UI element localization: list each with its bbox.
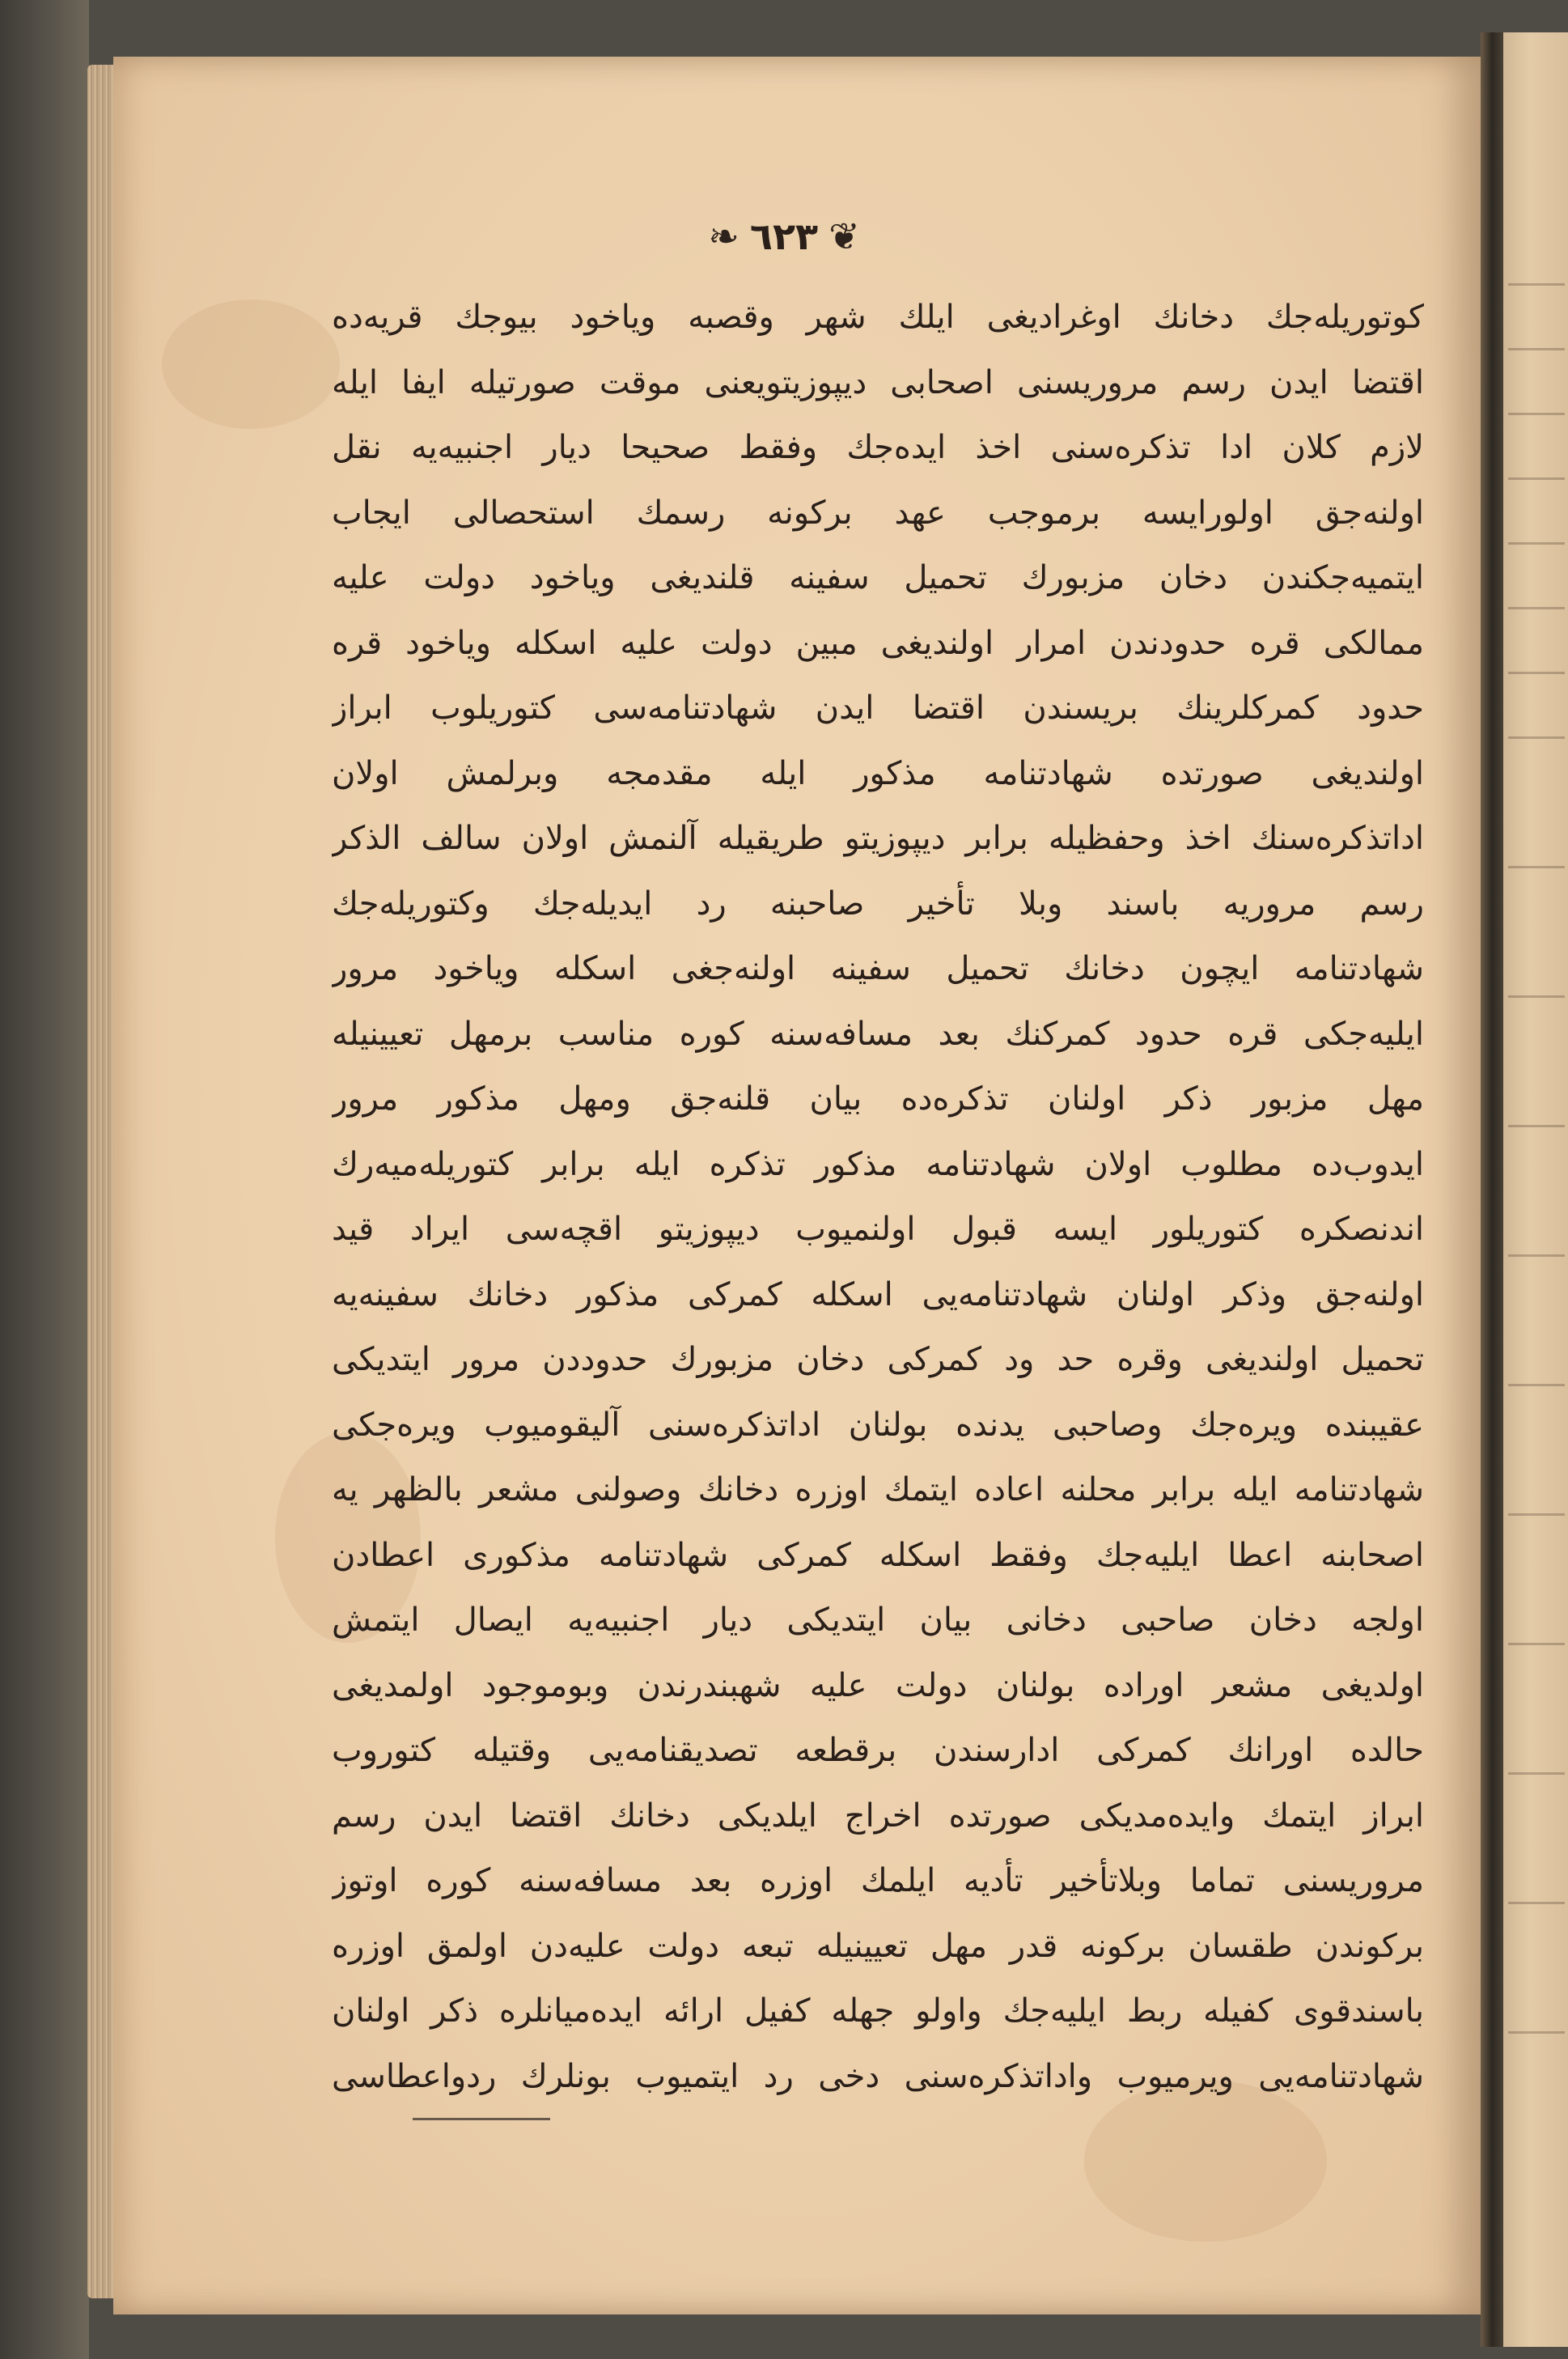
text-fragment [1508,842,1565,868]
text-fragment [1508,259,1565,286]
ornament-left-icon: ❧ [708,214,740,258]
paper-stain [162,299,340,429]
text-line: اولجه دخان صاحبى دخانى بيان ايتديكى ديار اجنبيه‌يه ايصال ايتمش [332,1602,1424,1639]
text-fragment [1508,583,1565,609]
text-line: اندنصكره كتوريلور ايسه قبول اولنميوب ديپوزيتو اقچه‌سى ايراد قيد [332,1211,1424,1248]
text-line: اقتضا ايدن رسم مروريسنى اصحابى ديپوزيتويعنى موقت صورتيله ايفا ايله [332,363,1424,401]
text-line: اولديغى مشعر اوراده بولنان دولت عليه شهبندرندن وبوموجود اولمديغى [332,1666,1424,1704]
text-line: تحميل اولنديغى وقره حد ود كمركى دخان مزبورك حدوددن مرور ايتديكى [332,1341,1424,1378]
text-line: حدود كمركلرينك بريسندن اقتضا ايدن شهادتنامه‌سى كتوريلوب ابراز [332,689,1424,727]
text-fragment [1508,1360,1565,1386]
text-fragment [1508,971,1565,998]
text-line: مروريسنى تماما وبلاتأخير تأديه ايلمك اوزره بعد مسافه‌سنه كوره اوتوز [332,1862,1424,1899]
text-line: عقيبنده ويره‌جك وصاحبى يدنده بولنان اداتذكره‌سنى آليقوميوب ويره‌جكى [332,1406,1424,1444]
text-line: لازم كلان ادا تذكره‌سنى اخذ ايده‌جك وفقط صحيحا ديار اجنبيه‌يه نقل [332,429,1424,466]
text-fragment [1508,1101,1565,1127]
text-fragment [1508,324,1565,350]
text-fragment [1508,518,1565,545]
text-fragment [1508,388,1565,415]
text-fragment [1508,1877,1565,1904]
text-line: شهادتنامه ايله برابر محلنه اعاده ايتمك اوزره دخانك وصولنى مشعر بالظهر يه [332,1471,1424,1508]
text-line: شهادتنامه‌يى ويرميوب واداتذكره‌سنى دخى رد ايتميوب بونلرك ردواعطاسى [332,2057,1424,2095]
text-line: ايليه‌جكى قره حدود كمركنك بعد مسافه‌سنه كوره مناسب برمهل تعيينيله [332,1015,1424,1053]
book-gutter [1481,32,1503,2347]
page-number: ٦٢٣ [749,214,819,258]
scan-background-left [0,0,89,2359]
body-text [332,285,1424,2109]
text-line: اولنديغى صورتده شهادتنامه مذكور ايله مقدمجه وبرلمش اولان [332,754,1424,792]
text-line: اصحابنه اعطا ايليه‌جك وفقط اسكله كمركى شهادتنامه مذكورى اعطادن [332,1536,1424,1574]
text-fragment [1508,1489,1565,1516]
text-line: بركوندن طقسان بركونه قدر مهل تعيينيله تبعه دولت عليه‌دن اولمق اوزره [332,1927,1424,1965]
text-fragment [1508,1748,1565,1775]
text-fragment [1508,1619,1565,1645]
text-line: باسندقوى كفيله ربط ايليه‌جك واولو جهله كفيل ارائه ايده‌ميانلره ذكر اولنان [332,1992,1424,2030]
page-header [0,214,1568,258]
footnote-divider [413,2118,550,2120]
text-fragment [1508,712,1565,739]
text-line: اولنه‌جق اولورايسه برموجب عهد بركونه رسمك استحصالى ايجاب [332,494,1424,532]
text-line: ايتميه‌جكندن دخان مزبورك تحميل سفينه قلنديغى وياخود دولت عليه [332,559,1424,596]
text-line: ممالكى قره حدودندن امرار اولنديغى مبين دولت عليه اسكله وياخود قره [332,624,1424,662]
text-fragment [1508,453,1565,480]
text-line: شهادتنامه ايچون دخانك تحميل سفينه اولنه‌جغى اسكله وياخود مرور [332,950,1424,987]
text-line: حالده اورانك كمركى ادارسندن برقطعه تصديقنامه‌يى وقتيله كتوروب [332,1732,1424,1769]
text-fragment [1508,2007,1565,2034]
text-line: مهل مزبور ذكر اولنان تذكره‌ده بيان قلنه‌جق ومهل مذكور مرور [332,1080,1424,1118]
text-line: ايدوب‌ده مطلوب اولان شهادتنامه مذكور تذكره ايله برابر كتوريله‌ميه‌رك [332,1145,1424,1183]
text-fragment [1508,647,1565,674]
text-line: كوتوريله‌جك دخانك اوغراديغى ايلك شهر وقصبه وياخود بيوجك قريه‌ده [332,299,1424,336]
text-line: رسم مروريه باسند وبلا تأخير صاحبنه رد ايديله‌جك وكتوريله‌جك [332,885,1424,923]
ornament-right-icon: ❦ [828,214,860,258]
text-line: ابراز ايتمك وايده‌مديكى صورتده اخراج ايلديكى دخانك اقتضا ايدن رسم [332,1797,1424,1835]
adjacent-page-fragment [1503,32,1568,2347]
text-fragment [1508,1230,1565,1257]
text-line: اداتذكره‌سنك اخذ وحفظيله برابر ديپوزيتو طريقيله آلنمش اولان سالف الذكر [332,820,1424,857]
text-line: اولنه‌جق وذكر اولنان شهادتنامه‌يى اسكله كمركى مذكور دخانك سفينه‌يه [332,1275,1424,1313]
